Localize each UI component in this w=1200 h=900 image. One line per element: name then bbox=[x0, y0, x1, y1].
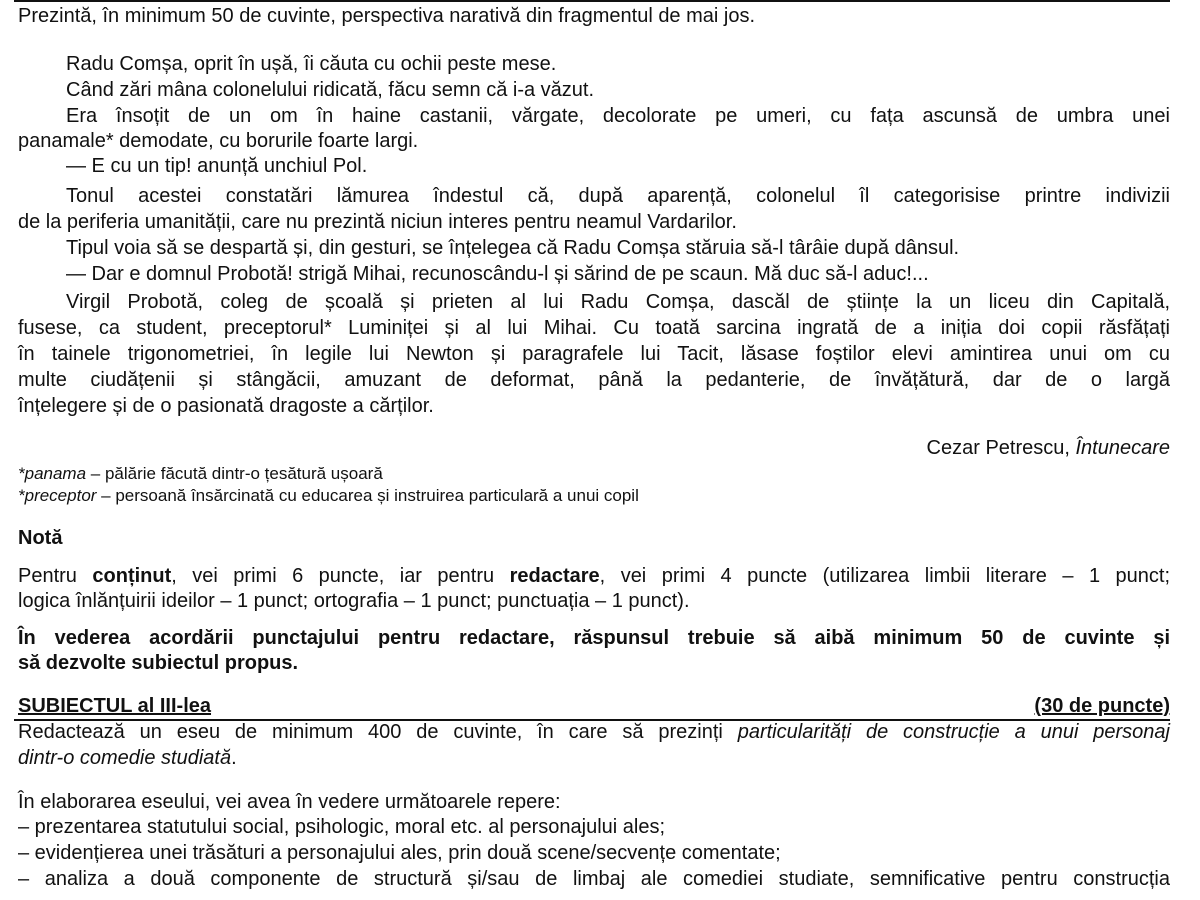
repere-intro: În elaborarea eseului, vei avea în vedere următoarele repere: bbox=[18, 791, 561, 813]
repere-item: – analiza a două componente de structură și/sau de limbaj ale comediei studiate, semnificative pentru construcția bbox=[18, 868, 1170, 890]
passage-line: Era însoțit de un om în haine castanii, vărgate, decolorate pe umeri, cu fața ascunsă de umbra unei bbox=[66, 105, 1170, 127]
attribution bbox=[18, 436, 1170, 460]
passage-line: panamale* demodate, cu borurile foarte largi. bbox=[18, 130, 419, 152]
task-text: Redactează un eseu de minimum 400 de cuvinte, în care să prezinți bbox=[18, 721, 738, 743]
task-line bbox=[18, 720, 1170, 744]
task-italic: particularități de construcție a unui personaj bbox=[737, 721, 1170, 743]
task-line bbox=[18, 746, 1170, 770]
passage-line: Virgil Probotă, coleg de școală și prieten al lui Radu Comșa, dascăl de științe la un liceu din Capitală, bbox=[66, 291, 1170, 313]
footnote-text: – pălărie făcută dintr-o țesătură ușoară bbox=[86, 464, 383, 483]
passage-line: de la periferia umanității, care nu prezintă niciun interes pentru neamul Vardarilor. bbox=[18, 211, 737, 233]
passage-line: — Dar e domnul Probotă! strigă Mihai, recunoscându-l și sărind de pe scaun. Mă duc să-l aduc!... bbox=[66, 263, 929, 285]
passage-line: — E cu un tip! anunță unchiul Pol. bbox=[66, 155, 368, 177]
section-title: SUBIECTUL al III-lea bbox=[18, 695, 212, 717]
footnote-panama bbox=[18, 462, 1170, 486]
passage-line: Tipul voia să se despartă și, din gesturi, se înțelegea că Radu Comșa stăruia să-l târâie după dânsul. bbox=[66, 237, 960, 259]
task-text: . bbox=[231, 747, 237, 769]
top-rule bbox=[14, 0, 1170, 2]
note-term-redactare: redactare bbox=[509, 565, 600, 587]
passage-line: în tainele trigonometriei, în legile lui Newton și paragrafele lui Tacit, lăsase foștilor elevi amintirea unui om cu bbox=[18, 343, 1170, 365]
section-points: (30 de puncte) bbox=[1034, 695, 1170, 717]
repere-item: – evidențierea unei trăsături a personajului ales, prin două scene/secvențe comentate; bbox=[18, 842, 781, 864]
passage-line: fusese, ca student, preceptorul* Luminiței și al lui Mihai. Cu toată sarcina ingrată de a iniția doi copii răsfățați bbox=[18, 317, 1170, 339]
prompt-line: Prezintă, în minimum 50 de cuvinte, perspectiva narativă din fragmentul de mai jos. bbox=[18, 5, 756, 27]
note-text: , vei primi 6 puncte, iar pentru bbox=[171, 565, 510, 587]
note-heading: Notă bbox=[18, 527, 63, 549]
note-text: , vei primi 4 puncte (utilizarea limbii literare – 1 punct; bbox=[599, 565, 1171, 587]
note-paragraph-line bbox=[18, 564, 1170, 588]
attribution-title: Întunecare bbox=[1075, 437, 1170, 459]
repere-item: – prezentarea statutului social, psihologic, moral etc. al personajului ales; bbox=[18, 816, 666, 838]
passage-line: Radu Comșa, oprit în ușă, îi căuta cu ochii peste mese. bbox=[66, 53, 557, 75]
note-paragraph-line: logica înlănțuirii ideilor – 1 punct; ortografia – 1 punct; punctuația – 1 punct). bbox=[18, 590, 690, 612]
note-text: Pentru bbox=[18, 565, 93, 587]
footnote-text: – persoană însărcinată cu educarea și instruirea particulară a unui copil bbox=[96, 486, 639, 505]
footnote-term: *panama bbox=[18, 464, 87, 483]
passage-line: Când zări mâna colonelului ridicată, făcu semn că i-a văzut. bbox=[66, 79, 595, 101]
passage-line: Tonul acestei constatări lămurea îndestul că, după aparență, colonelul îl categorisise printre indivizii bbox=[66, 185, 1170, 207]
passage-line: multe ciudățenii și stângăcii, amuzant de deformat, până la pedanterie, de învățătură, dar de o largă bbox=[18, 369, 1170, 391]
note-emphasis-line: să dezvolte subiectul propus. bbox=[18, 652, 299, 674]
note-emphasis-line: În vederea acordării punctajului pentru redactare, răspunsul trebuie să aibă minimum 50 de cuvinte și bbox=[18, 627, 1170, 649]
footnote-term: *preceptor bbox=[18, 486, 97, 505]
footnote-preceptor bbox=[18, 484, 1170, 508]
passage-line: înțelegere și de o pasionată dragoste a cărților. bbox=[18, 395, 434, 417]
section-heading bbox=[18, 694, 1170, 718]
attribution-author: Cezar Petrescu, bbox=[926, 437, 1076, 459]
task-italic: dintr-o comedie studiată bbox=[18, 747, 232, 769]
note-term-content: conținut bbox=[92, 565, 172, 587]
